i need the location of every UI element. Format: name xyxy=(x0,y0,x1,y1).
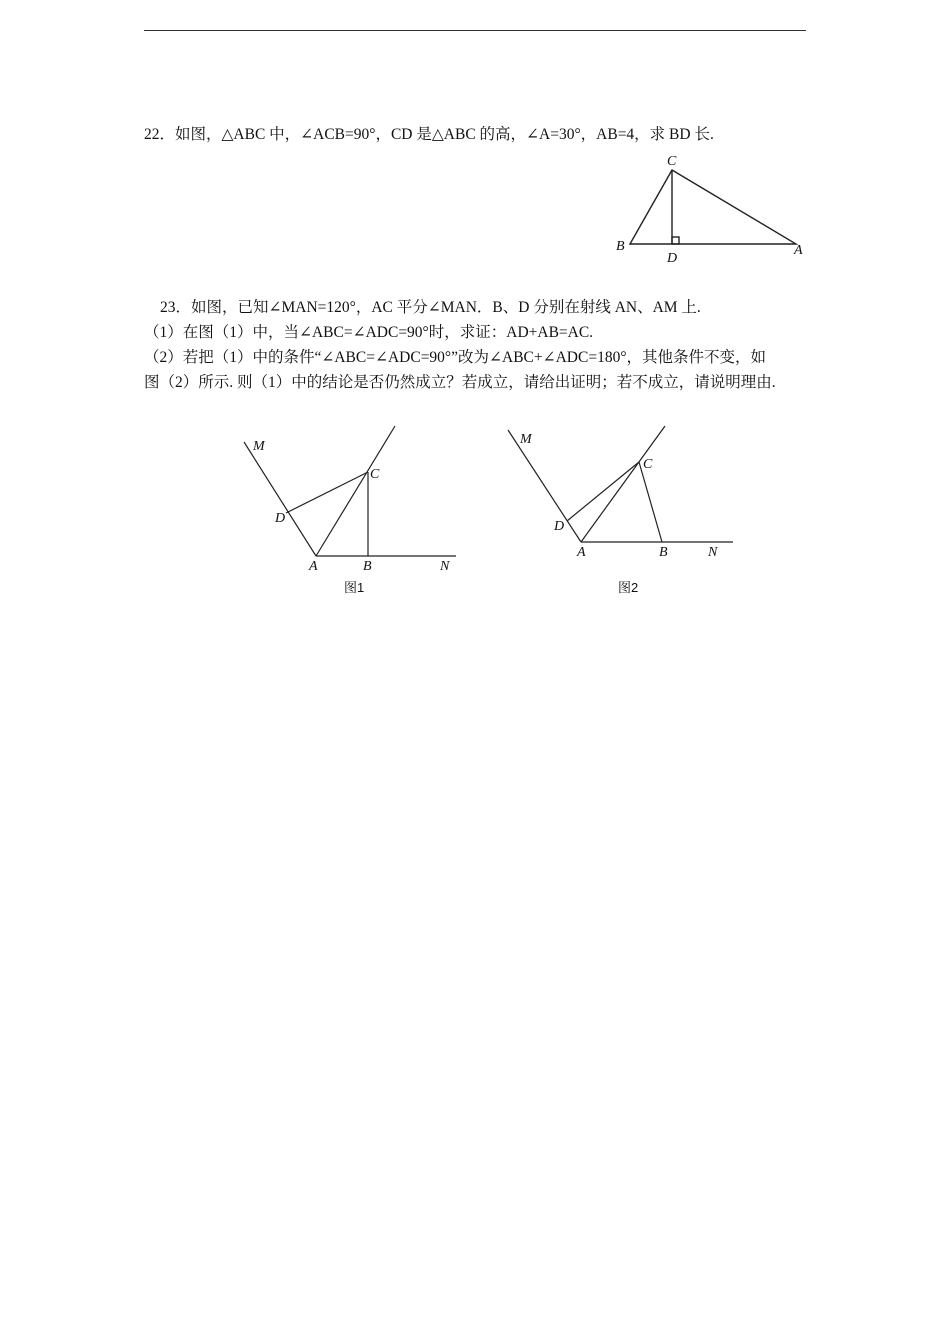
q23-line-2: （1）在图（1）中，当∠ABC=∠ADC=90°时，求证：AD+AB=AC. xyxy=(144,324,594,341)
ray-am xyxy=(508,430,581,542)
fig1-label-n: N xyxy=(440,559,450,574)
header-rule xyxy=(144,30,806,31)
segment-dc xyxy=(286,472,368,513)
figure-1-caption: 图1 xyxy=(344,580,365,595)
fig2-label-n: N xyxy=(708,545,718,560)
ray-am xyxy=(244,442,316,556)
figure-2 xyxy=(500,420,740,580)
label-a: A xyxy=(794,243,803,258)
q23-line-4: 图（2）所示. 则（1）中的结论是否仍然成立？若成立，请给出证明；若不成立，请说明理由. xyxy=(144,374,776,391)
segment-cb xyxy=(639,462,662,542)
label-c: C xyxy=(667,154,677,169)
q23-line-1: 23．如图，已知∠MAN=120°，AC 平分∠MAN．B、D 分别在射线 AN、AM 上. xyxy=(160,299,701,316)
q22-text: 22．如图，△ABC 中，∠ACB=90°，CD 是△ABC 的高，∠A=30°，AB=4，求 BD 长. xyxy=(144,126,714,143)
fig2-label-d: D xyxy=(554,519,565,534)
fig1-label-m: M xyxy=(253,439,265,454)
fig1-label-b: B xyxy=(363,559,372,574)
fig2-label-b: B xyxy=(659,545,668,560)
bisector-ac xyxy=(581,426,665,542)
label-d: D xyxy=(667,251,678,266)
bisector-ac xyxy=(316,426,395,556)
fig1-label-a: A xyxy=(309,559,318,574)
fig2-label-m: M xyxy=(520,432,532,447)
figure-2-caption: 图2 xyxy=(618,580,639,595)
figure-right-triangle xyxy=(608,150,813,265)
q23-line-3: （2）若把（1）中的条件“∠ABC=∠ADC=90°”改为∠ABC+∠ADC=180°，其他条件不变，如 xyxy=(144,349,767,366)
right-angle-marker xyxy=(672,237,679,244)
fig2-label-a: A xyxy=(577,545,586,560)
triangle-abc xyxy=(630,170,796,244)
figure-1 xyxy=(230,420,470,580)
label-b: B xyxy=(616,239,625,254)
fig1-label-c: C xyxy=(370,467,380,482)
fig1-label-d: D xyxy=(275,511,286,526)
fig2-label-c: C xyxy=(643,457,653,472)
